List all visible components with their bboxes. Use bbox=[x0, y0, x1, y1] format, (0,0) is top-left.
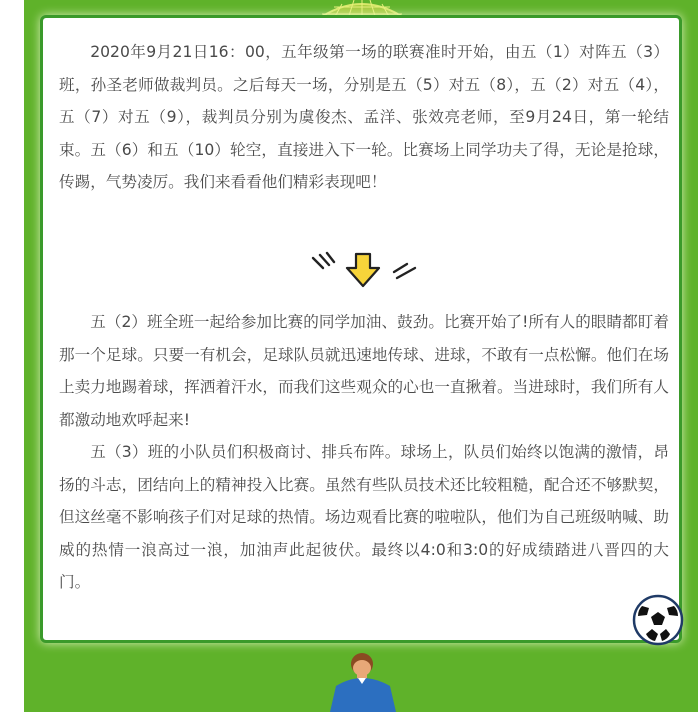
soccer-ball-icon bbox=[632, 594, 684, 646]
soccer-player-illustration bbox=[318, 652, 408, 712]
paragraph-3: 五（3）班的小队员们积极商讨、排兵布阵。球场上，队员们始终以饱满的激情，昂扬的斗志，团结向上的精神投入比赛。虽然有些队员技术还比较粗糙，配合还不够默契，但这丝毫不影响孩子们对足球的热情。场边观看比赛的啦啦队，他们为自己班级呐喊、助威的热情一浪高过一浪，加油声此起彼伏。最终以4:0和3:0的好成绩踏进八晋四的大门。 bbox=[59, 443, 669, 591]
paragraph-2: 五（2）班全班一起给参加比赛的同学加油、鼓劲。比赛开始了!所有人的眼睛都盯着那一个足球。只要一有机会，足球队员就迅速地传球、进球，不敢有一点松懈。他们在场上卖力地踢着球，挥洒着汗水，而我们这些观众的心也一直揪着。当进球时，我们所有人都激动地欢呼起来! bbox=[59, 313, 669, 429]
article-card bbox=[40, 15, 682, 643]
paragraph-1: 2020年9月21日16：00，五年级第一场的联赛准时开始，由五（1）对阵五（3）班，孙圣老师做裁判员。之后每天一场，分别是五（5）对五（8），五（2）对五（4），五（7）对五（9），裁判员分别为虞俊杰、孟洋、张效亮老师，至9月24日，第一轮结束。五（6）和五（10）轮空，直接进入下一轮。比赛场上同学功夫了得，无论是抢球，传踢，气势凌厉。我们来看看他们精彩表现吧！ bbox=[59, 43, 669, 191]
article-intro bbox=[59, 36, 669, 199]
down-arrow-icon bbox=[309, 250, 421, 290]
article-body bbox=[59, 306, 669, 599]
